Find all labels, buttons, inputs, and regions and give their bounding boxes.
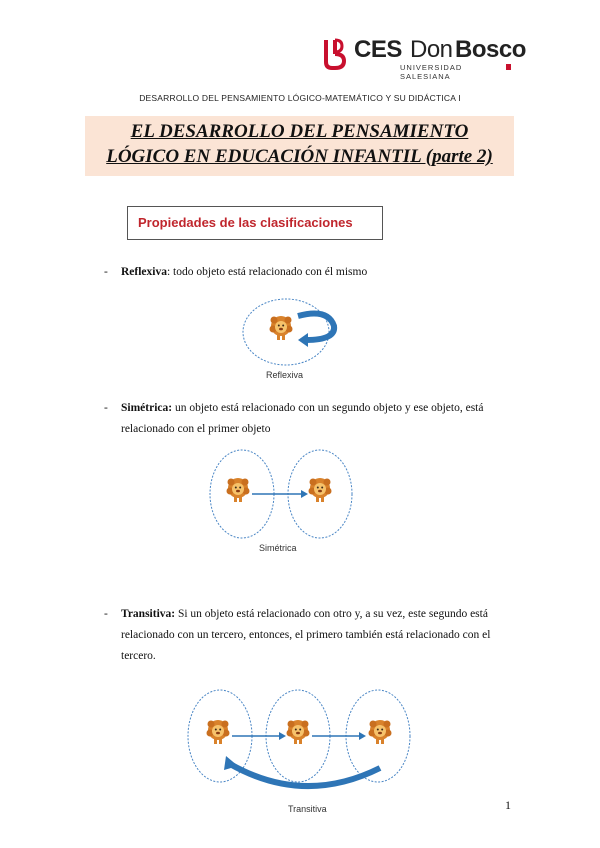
property-text: Si un objeto está relacionado con otro y, a su vez, este segundo está <box>175 608 488 620</box>
lion-icon <box>369 720 392 744</box>
reflexive-arrow <box>298 314 334 340</box>
ces-don-bosco-logo <box>322 36 526 81</box>
logo-ces-text: CES <box>354 36 402 63</box>
property-term: Reflexiva <box>121 266 167 278</box>
property-term: Simétrica: <box>121 402 173 414</box>
property-line: tercero. <box>121 650 156 662</box>
transitiva-caption: Transitiva <box>288 804 327 814</box>
property-term: Transitiva: <box>121 608 176 620</box>
page-title <box>85 119 514 169</box>
simetrica-diagram <box>208 448 358 540</box>
property-line: relacionado con un tercero, entonces, el primero también está relacionado con el <box>121 629 491 641</box>
lion-icon <box>287 720 310 744</box>
property-reflexiva <box>121 262 367 283</box>
arrow-head <box>301 490 308 498</box>
course-title: DESARROLLO DEL PENSAMIENTO LÓGICO-MATEMÁTICO Y SU DIDÁCTICA I <box>139 93 461 103</box>
logo-emblem-icon <box>322 38 348 70</box>
property-text: : todo objeto está relacionado con él mismo <box>166 266 368 278</box>
simetrica-caption: Simétrica <box>259 543 297 553</box>
logo-don-text: Don <box>410 36 453 63</box>
page-number: 1 <box>505 798 511 812</box>
lion-icon <box>207 720 230 744</box>
title-line-1: EL DESARROLLO DEL PENSAMIENTO <box>130 121 469 142</box>
property-text: un objeto está relacionado con un segundo objeto y ese objeto, está <box>172 402 484 414</box>
reflexiva-diagram <box>236 296 348 368</box>
arrow-head <box>359 732 366 740</box>
transitiva-diagram <box>184 686 414 798</box>
logo-subtitle: UNIVERSIDAD SALESIANA <box>400 63 463 81</box>
lion-icon <box>309 478 332 502</box>
property-line: relacionado con el primer objeto <box>121 423 271 435</box>
property-line <box>121 398 521 419</box>
property-line <box>121 604 531 625</box>
bullet-dash: - <box>104 402 108 414</box>
title-line-2: LÓGICO EN EDUCACIÓN INFANTIL (parte 2) <box>106 146 493 167</box>
arrow-head <box>298 333 308 347</box>
section-heading: Propiedades de las clasificaciones <box>138 215 353 230</box>
logo-dot <box>506 64 511 70</box>
lion-icon <box>227 478 250 502</box>
property-transitiva <box>121 604 531 667</box>
reflexiva-caption: Reflexiva <box>266 370 304 380</box>
transitive-arrow <box>230 764 380 786</box>
lion-icon <box>270 316 293 340</box>
property-simetrica <box>121 398 521 440</box>
arrow-head <box>279 732 286 740</box>
bullet-dash: - <box>104 266 108 278</box>
logo-bosco-text: Bosco <box>455 36 526 63</box>
bullet-dash: - <box>104 608 108 620</box>
